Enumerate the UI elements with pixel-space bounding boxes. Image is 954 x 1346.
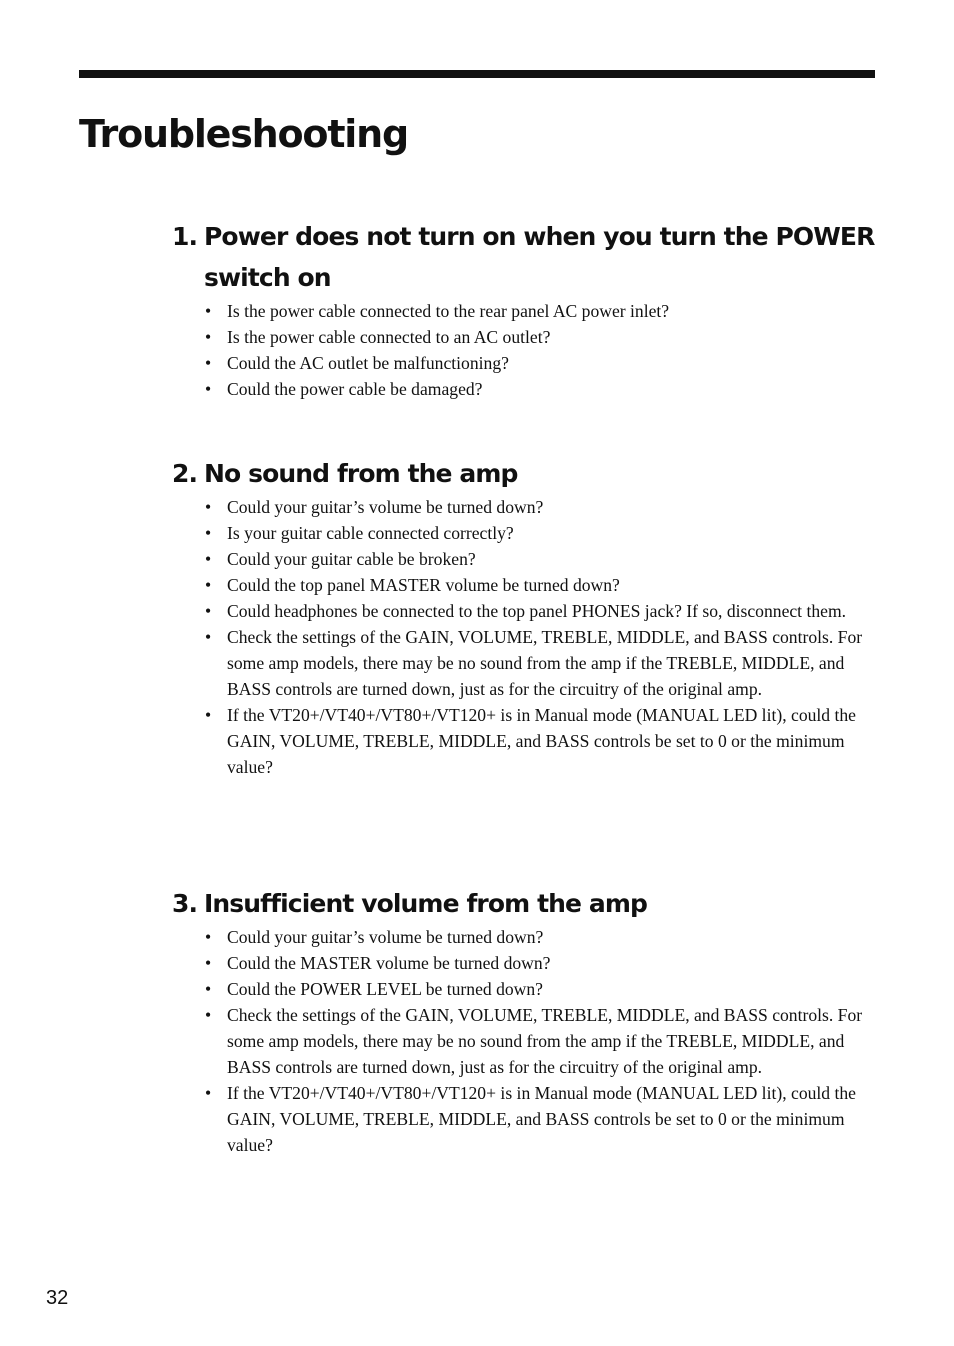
- section-number: 1.: [172, 222, 198, 251]
- section-number: 2.: [172, 459, 198, 488]
- list-item: • Is the power cable connected to an AC outlet?: [172, 324, 872, 350]
- list-item: • Check the settings of the GAIN, VOLUME, TREBLE, MIDDLE, and BASS controls. For some amp models, there may be no sound from the amp if the TREBLE, MIDDLE, and BASS controls are turned down, just as for the circuitry of the original amp.: [172, 1002, 872, 1080]
- list-item: • Could the top panel MASTER volume be turned down?: [172, 572, 872, 598]
- section-number: 3.: [172, 889, 198, 918]
- bullet-list: [172, 924, 882, 1158]
- section-heading: [172, 216, 882, 298]
- list-item: • Could the AC outlet be malfunctioning?: [172, 350, 872, 376]
- section-heading-text: No sound from the amp: [204, 459, 518, 488]
- section-no-sound: [172, 453, 882, 780]
- section-power: [172, 216, 882, 402]
- list-item: • Could your guitar’s volume be turned down?: [172, 494, 872, 520]
- list-item: • If the VT20+/VT40+/VT80+/VT120+ is in Manual mode (MANUAL LED lit), could the GAIN, VOLUME, TREBLE, MIDDLE, and BASS controls be set to 0 or the minimum value?: [172, 702, 872, 780]
- list-item: • Could headphones be connected to the top panel PHONES jack? If so, disconnect them.: [172, 598, 872, 624]
- page-number: 32: [46, 1287, 69, 1309]
- list-item: • Is your guitar cable connected correctly?: [172, 520, 872, 546]
- section-heading-text: Power does not turn on when you turn the POWER switch on: [204, 222, 875, 292]
- section-insufficient-volume: [172, 883, 882, 1158]
- list-item: • Check the settings of the GAIN, VOLUME, TREBLE, MIDDLE, and BASS controls. For some amp models, there may be no sound from the amp if the TREBLE, MIDDLE, and BASS controls are turned down, just as for the circuitry of the original amp.: [172, 624, 872, 702]
- list-item: • Could the power cable be damaged?: [172, 376, 872, 402]
- top-rule: [79, 70, 875, 78]
- list-item: • If the VT20+/VT40+/VT80+/VT120+ is in Manual mode (MANUAL LED lit), could the GAIN, VOLUME, TREBLE, MIDDLE, and BASS controls be set to 0 or the minimum value?: [172, 1080, 872, 1158]
- list-item: • Could the MASTER volume be turned down?: [172, 950, 872, 976]
- list-item: • Could the POWER LEVEL be turned down?: [172, 976, 872, 1002]
- section-heading: [172, 453, 882, 494]
- list-item: • Is the power cable connected to the rear panel AC power inlet?: [172, 298, 872, 324]
- list-item: • Could your guitar cable be broken?: [172, 546, 872, 572]
- list-item: • Could your guitar’s volume be turned down?: [172, 924, 872, 950]
- bullet-list: [172, 494, 882, 780]
- bullet-list: [172, 298, 882, 402]
- section-heading: [172, 883, 882, 924]
- page-title: Troubleshooting: [79, 112, 408, 156]
- section-heading-text: Insufficient volume from the amp: [204, 889, 648, 918]
